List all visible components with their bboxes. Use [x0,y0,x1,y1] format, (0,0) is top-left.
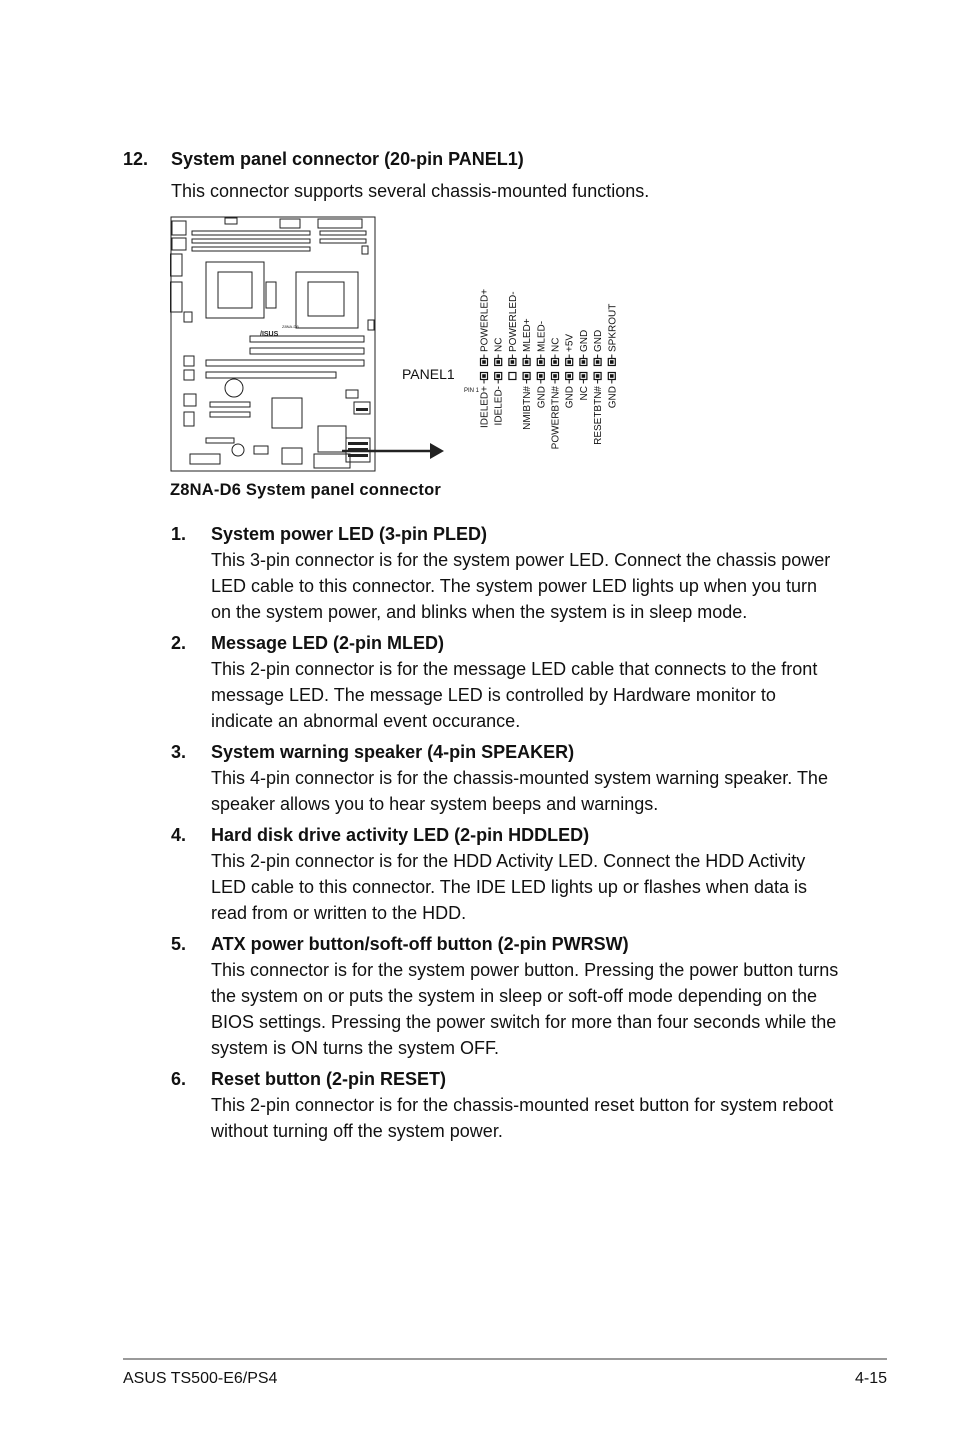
item-title: System power LED (3-pin PLED) [211,524,488,544]
top-pin-dot [496,360,500,364]
item-title: ATX power button/soft-off button (2-pin PWRSW) [211,934,629,954]
footer-page-number: 4-15 [854,1370,887,1387]
top-pin-label: MLED- [536,320,548,352]
item-number: 5. [171,934,187,954]
bottom-pin-dot [596,374,600,378]
footer-product-name: ASUS TS500-E6/PS4 [123,1370,278,1387]
top-pin-label: SPKROUT [607,303,619,352]
section-number: 12. [123,149,149,169]
key-pin-missing [509,373,516,380]
top-pin-dot [582,360,586,364]
bottom-pin-dot [525,374,529,378]
top-pin-dot [610,360,614,364]
item-number: 1. [171,524,187,544]
bottom-pin-dot [567,374,571,378]
top-pin-dot [539,360,543,364]
top-pin-label: MLED+ [522,318,534,352]
bottom-pin-dot [553,374,557,378]
panel-connector-figure [160,210,630,510]
top-pin-dot [596,360,600,364]
board-logo: /ISUS [260,331,279,338]
top-pin-label: POWERLED- [507,291,519,352]
figure-caption: Z8NA-D6 System panel connector [170,481,441,499]
top-pin-dot [482,360,486,364]
top-pin-dot [511,360,515,364]
item-description: This connector is for the system power button. Pressing the power button turns the system on or puts the system in sleep or soft-off mode depending on the BIOS settings. Pressing the power switch for more than four seconds while the system is ON turns the system OFF. [211,960,839,1058]
bottom-pin-label: GND [564,386,576,409]
list-item [171,822,841,926]
bottom-pin-label: GND [536,386,548,409]
list-item [171,931,841,1061]
top-pin-dot [553,360,557,364]
bottom-pin-label: POWERBTN# [550,386,562,450]
item-title: System warning speaker (4-pin SPEAKER) [211,742,575,762]
top-pin-dot [525,360,529,364]
list-item [171,521,841,625]
item-description: This 2-pin connector is for the chassis-mounted reset button for system reboot without turning off the system power. [211,1095,834,1141]
item-number: 3. [171,742,187,762]
bottom-pin-label: IDELED+ [479,386,491,428]
pin1-label: PIN 1 [464,388,480,394]
bottom-pin-label: RESETBTN# [593,386,605,445]
item-description: This 2-pin connector is for the HDD Activity LED. Connect the HDD Activity LED cable to this connector. The IDE LED lights up or flashes when data is read from or written to the HDD. [211,851,807,923]
top-pin-label: NC [550,337,562,352]
item-description: This 4-pin connector is for the chassis-mounted system warning speaker. The speaker allows you to hear system beeps and warnings. [211,768,828,814]
pin-bottom-labels [480,386,619,450]
top-pin-label: POWERLED+ [479,288,491,352]
top-pin-label: GND [578,329,590,352]
bottom-pin-dot [582,374,586,378]
top-pin-label: +5V [564,333,576,352]
item-title: Reset button (2-pin RESET) [211,1069,446,1089]
bottom-pin-dot [482,374,486,378]
item-description: This 3-pin connector is for the system power LED. Connect the chassis power LED cable to this connector. The system power LED lights up when you turn on the system power, and blinks when the system is in sleep mode. [211,550,831,622]
item-number: 4. [171,825,187,845]
list-item [171,739,841,817]
bottom-pin-label: IDELED- [493,386,505,426]
bottom-pin-dot [539,374,543,378]
bottom-pin-dot [496,374,500,378]
bottom-pin-label: GND [607,386,619,409]
bottom-pin-label: NMIBTN# [522,386,534,430]
top-pin-label: GND [593,329,605,352]
bottom-pin-dot [610,374,614,378]
connector-item-list [171,521,841,1149]
item-description: This 2-pin connector is for the message LED cable that connects to the front message LED. The message LED is controlled by Hardware monitor to indicate an abnormal event occurance. [211,659,818,731]
board-model: Z8NA-D6 [282,324,299,329]
pin-grid [481,355,616,384]
list-item [171,630,841,734]
item-title: Hard disk drive activity LED (2-pin HDDLED) [211,825,590,845]
panel1-label: PANEL1 [402,366,455,382]
section-title: System panel connector (20-pin PANEL1) [171,149,524,169]
section-intro: This connector supports several chassis-mounted functions. [171,181,650,201]
item-number: 2. [171,633,187,653]
list-item [171,1066,841,1144]
item-number: 6. [171,1069,187,1089]
footer-divider [123,1358,887,1360]
bottom-pin-label: NC [578,386,590,401]
section-heading [123,149,524,170]
pointer-arrow-icon [430,443,444,459]
pin-top-labels [480,289,619,352]
item-title: Message LED (2-pin MLED) [211,633,445,653]
top-pin-dot [567,360,571,364]
panel1-header-diagram [160,210,630,510]
top-pin-label: NC [493,337,505,352]
